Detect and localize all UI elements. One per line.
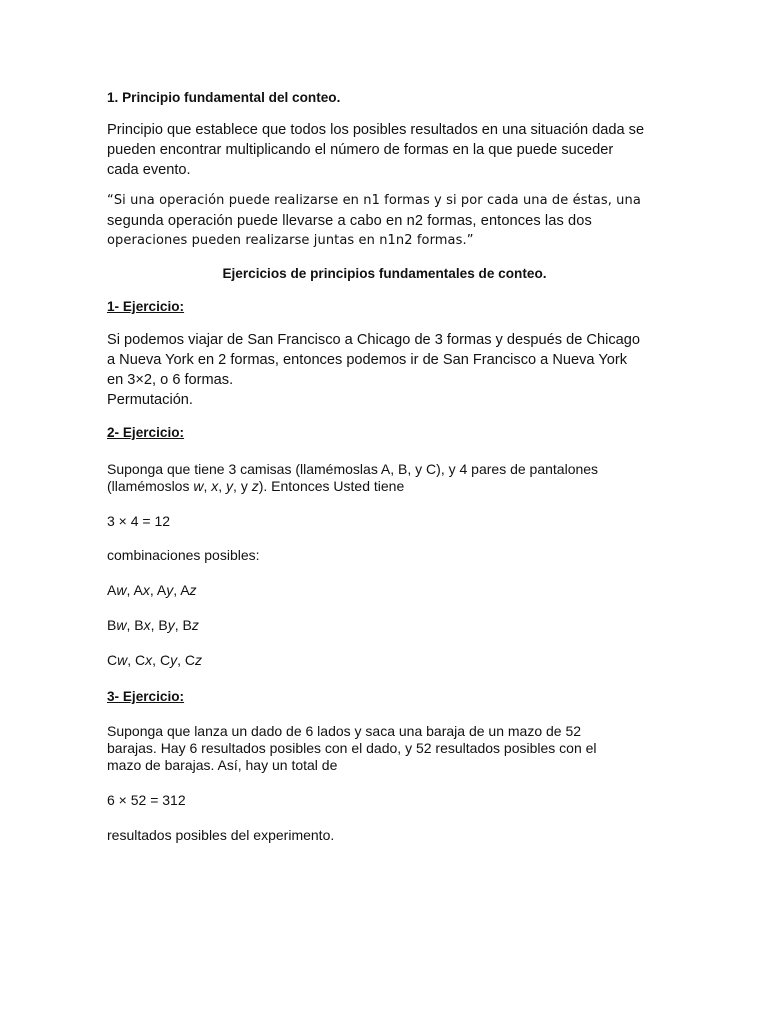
exercise-2-line: Suponga que tiene 3 camisas (llamémoslas A, B, y C), y 4 pares de pantalones xyxy=(107,461,599,477)
pair: By xyxy=(158,617,175,633)
exercise-3-title: 3- Ejercicio: xyxy=(107,689,185,704)
exercise-1-line: Si podemos viajar de San Francisco a Chicago de 3 formas y después de Chicago xyxy=(107,332,640,348)
section-title: 1. Principio fundamental del conteo. xyxy=(107,90,341,105)
combination-row-a: Aw, Ax, Ay, Az xyxy=(107,582,197,598)
pair: Cw xyxy=(107,652,128,668)
pair: Ay xyxy=(156,582,174,598)
exercise-3-line: barajas. Hay 6 resultados posibles con el dado, y 52 resultados posibles con el xyxy=(107,740,597,756)
combination-row-b: Bw, Bx, By, Bz xyxy=(107,617,199,633)
intro-line: Principio que establece que todos los posibles resultados en una situación dada se xyxy=(107,122,645,138)
quote-paragraph xyxy=(107,191,667,251)
equation: 3 × 4 = 12 xyxy=(107,513,171,529)
exercises-heading: Ejercicios de principios fundamentales de conteo. xyxy=(222,266,547,281)
exercise-2-title: 2- Ejercicio: xyxy=(107,425,185,440)
quote-line: operaciones pueden realizarse juntas en n1n2 formas.” xyxy=(107,233,474,248)
pair: Cy xyxy=(159,652,178,668)
exercise-1-text xyxy=(107,330,667,410)
quote-line: segunda operación puede llevarse a cabo en n2 formas, entonces las dos xyxy=(107,213,592,229)
pair: Az xyxy=(180,582,197,598)
intro-paragraph xyxy=(107,120,667,180)
exercise-1-line: a Nueva York en 2 formas, entonces podemos ir de San Francisco a Nueva York xyxy=(107,352,628,368)
exercise-3-line: mazo de barajas. Así, hay un total de xyxy=(107,757,338,773)
equation: 6 × 52 = 312 xyxy=(107,792,186,808)
pair: Aw xyxy=(107,582,127,598)
pair: Cx xyxy=(135,652,153,668)
combinations-label: combinaciones posibles: xyxy=(107,547,260,563)
pair: Bz xyxy=(182,617,199,633)
exercise-1-title: 1- Ejercicio: xyxy=(107,299,185,314)
exercise-2-text xyxy=(107,461,667,495)
exercise-1-line: Permutación. xyxy=(107,392,193,408)
combination-row-c: Cw, Cx, Cy, Cz xyxy=(107,652,202,668)
pair: Ax xyxy=(133,582,150,598)
results-label: resultados posibles del experimento. xyxy=(107,827,335,843)
exercise-3-line: Suponga que lanza un dado de 6 lados y saca una baraja de un mazo de 52 xyxy=(107,723,582,739)
intro-line: cada evento. xyxy=(107,162,191,178)
pair: Bw xyxy=(107,617,127,633)
exercise-2-line: (llamémoslos w, x, y, y z). Entonces Usted tiene xyxy=(107,478,405,494)
intro-line: pueden encontrar multiplicando el número de formas en la que puede suceder xyxy=(107,142,614,158)
pair: Cz xyxy=(184,652,202,668)
pair: Bx xyxy=(134,617,151,633)
exercise-3-text xyxy=(107,723,667,774)
quote-line: “Si una operación puede realizarse en n1 formas y si por cada una de éstas, una xyxy=(107,193,641,208)
exercise-1-line: en 3×2, o 6 formas. xyxy=(107,372,234,388)
